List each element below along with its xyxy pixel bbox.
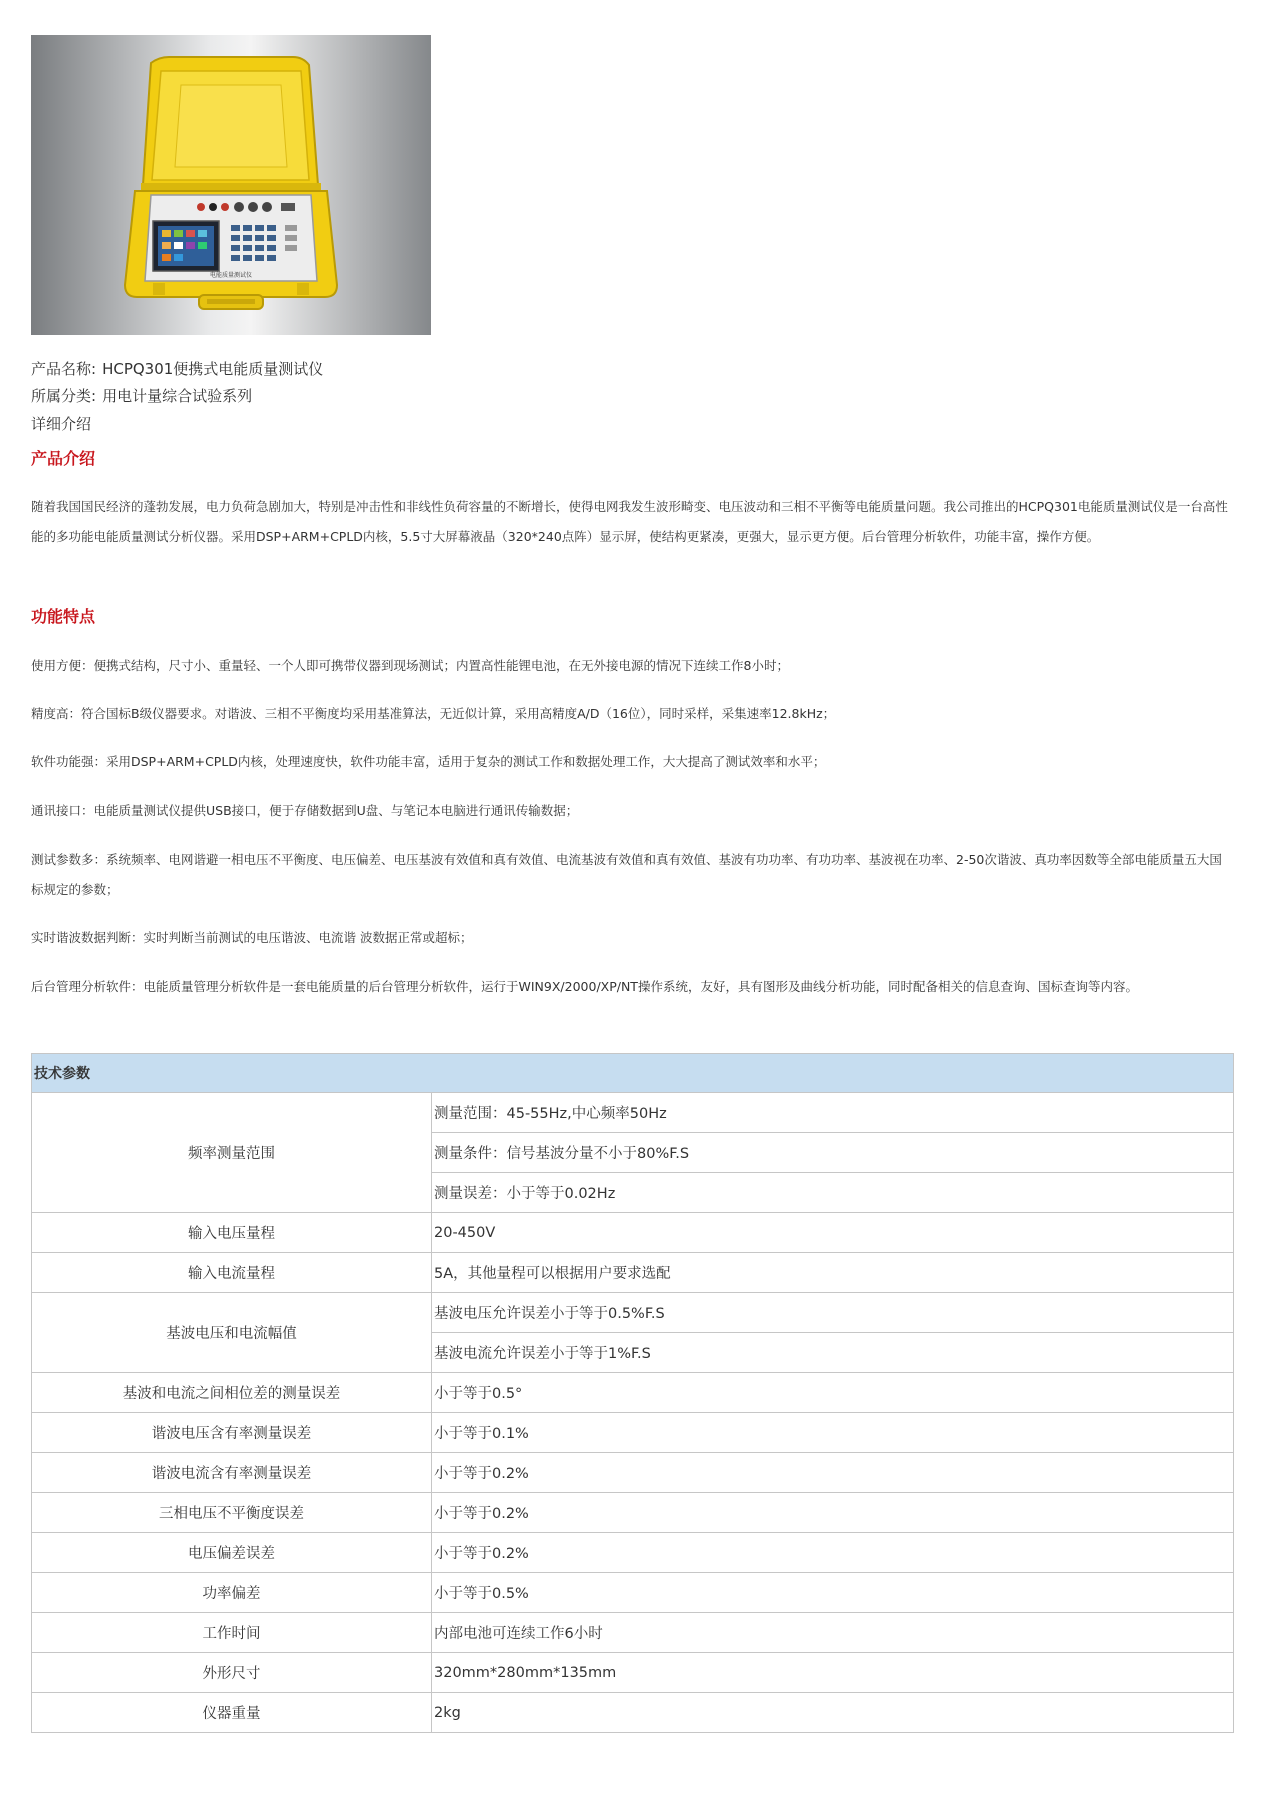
spec-value: 20-450V xyxy=(432,1213,1234,1253)
spec-value: 小于等于0.2% xyxy=(432,1493,1234,1533)
intro-title: 产品介绍 xyxy=(31,449,96,468)
features-title: 功能特点 xyxy=(31,607,96,626)
spec-label: 谐波电流含有率测量误差 xyxy=(32,1453,432,1493)
spec-value: 内部电池可连续工作6小时 xyxy=(432,1613,1234,1653)
spec-label: 频率测量范围 xyxy=(32,1093,432,1213)
product-category-value[interactable]: 用电计量综合试验系列 xyxy=(102,387,253,405)
spec-label: 输入电压量程 xyxy=(32,1213,432,1253)
table-row xyxy=(32,1253,1234,1293)
spec-value: 小于等于0.2% xyxy=(432,1533,1234,1573)
spec-value: 小于等于0.1% xyxy=(432,1413,1234,1453)
table-row xyxy=(32,1693,1234,1733)
spec-value: 小于等于0.5% xyxy=(432,1573,1234,1613)
spec-value: 320mm*280mm*135mm xyxy=(432,1653,1234,1693)
table-row xyxy=(32,1373,1234,1413)
spec-label: 基波和电流之间相位差的测量误差 xyxy=(32,1373,432,1413)
spec-label: 外形尺寸 xyxy=(32,1653,432,1693)
table-row xyxy=(32,1613,1234,1653)
spec-label: 功率偏差 xyxy=(32,1573,432,1613)
spec-value: 2kg xyxy=(432,1693,1234,1733)
spec-value: 测量误差：小于等于0.02Hz xyxy=(432,1173,1234,1213)
table-row xyxy=(32,1213,1234,1253)
feature-item: 软件功能强：采用DSP+ARM+CPLD内核，处理速度快，软件功能丰富，适用于复杂的测试工作和数据处理工作，大大提高了测试效率和水平； xyxy=(31,754,826,769)
product-name-line xyxy=(31,359,323,379)
table-row xyxy=(32,1413,1234,1453)
feature-item: 通讯接口：电能质量测试仪提供USB接口，便于存储数据到U盘、与笔记本电脑进行通讯传输数据； xyxy=(31,803,579,818)
spec-value: 测量条件：信号基波分量不小于80%F.S xyxy=(432,1133,1234,1173)
spec-value: 基波电流允许误差小于等于1%F.S xyxy=(432,1333,1234,1373)
product-category-line xyxy=(31,386,252,406)
feature-item: 实时谐波数据判断：实时判断当前测试的电压谐波、电流谐 波数据正常或超标； xyxy=(31,930,473,945)
spec-value: 小于等于0.5° xyxy=(432,1373,1234,1413)
detail-label: 详细介绍 xyxy=(31,415,92,433)
spec-label: 三相电压不平衡度误差 xyxy=(32,1493,432,1533)
table-row xyxy=(32,1453,1234,1493)
spec-value: 基波电压允许误差小于等于0.5%F.S xyxy=(432,1293,1234,1333)
table-row xyxy=(32,1573,1234,1613)
table-row xyxy=(32,1293,1234,1333)
table-row xyxy=(32,1653,1234,1693)
table-row xyxy=(32,1533,1234,1573)
intro-paragraph: 随着我国国民经济的蓬勃发展，电力负荷急剧加大，特别是冲击性和非线性负荷容量的不断增长，使得电网我发生波形畸变、电压波动和三相不平衡等电能质量问题。我公司推出的HCPQ301电能质量测试仪是一台高性能的多功能电能质量测试分析仪器。采用DSP+ARM+CPLD内核，5.5寸大屏幕液晶（320*240点阵）显示屏，使结构更紧凑，更强大，显示更方便。后台管理分析软件，功能丰富，操作方便。 xyxy=(31,499,1228,544)
feature-item: 后台管理分析软件：电能质量管理分析软件是一套电能质量的后台管理分析软件，运行于WIN9X/2000/XP/NT操作系统，友好，具有图形及曲线分析功能，同时配备相关的信息查询、国标查询等内容。 xyxy=(31,979,1138,994)
tester-case-illustration xyxy=(31,35,431,335)
feature-item: 使用方便：便携式结构，尺寸小、重量轻、一个人即可携带仪器到现场测试；内置高性能锂电池，在无外接电源的情况下连续工作8小时； xyxy=(31,658,789,673)
spec-value: 小于等于0.2% xyxy=(432,1453,1234,1493)
spec-table xyxy=(31,1053,1234,1733)
product-category-label: 所属分类: xyxy=(31,387,97,405)
spec-label: 基波电压和电流幅值 xyxy=(32,1293,432,1373)
product-name-value: HCPQ301便携式电能质量测试仪 xyxy=(102,360,324,378)
table-row xyxy=(32,1093,1234,1133)
feature-item: 精度高：符合国标B级仪器要求。对谐波、三相不平衡度均采用基准算法，无近似计算，采用高精度A/D（16位），同时采样，采集速率12.8kHz； xyxy=(31,706,836,721)
product-name-label: 产品名称: xyxy=(31,360,97,378)
table-row xyxy=(32,1493,1234,1533)
spec-label: 工作时间 xyxy=(32,1613,432,1653)
spec-label: 仪器重量 xyxy=(32,1693,432,1733)
product-image xyxy=(31,35,431,335)
spec-value: 测量范围：45-55Hz,中心频率50Hz xyxy=(432,1093,1234,1133)
case-panel-print: 电能质量测试仪 xyxy=(209,272,253,279)
feature-item: 测试参数多：系统频率、电网谐避一相电压不平衡度、电压偏差、电压基波有效值和真有效值、电流基波有效值和真有效值、基波有功功率、有功功率、基波视在功率、2-50次谐波、真功率因数等全部电能质量五大国标规定的参数； xyxy=(31,852,1222,897)
spec-table-header-row xyxy=(32,1054,1234,1093)
spec-label: 谐波电压含有率测量误差 xyxy=(32,1413,432,1453)
spec-label: 输入电流量程 xyxy=(32,1253,432,1293)
spec-value: 5A，其他量程可以根据用户要求选配 xyxy=(432,1253,1234,1293)
spec-label: 电压偏差误差 xyxy=(32,1533,432,1573)
spec-table-header: 技术参数 xyxy=(32,1054,1234,1093)
